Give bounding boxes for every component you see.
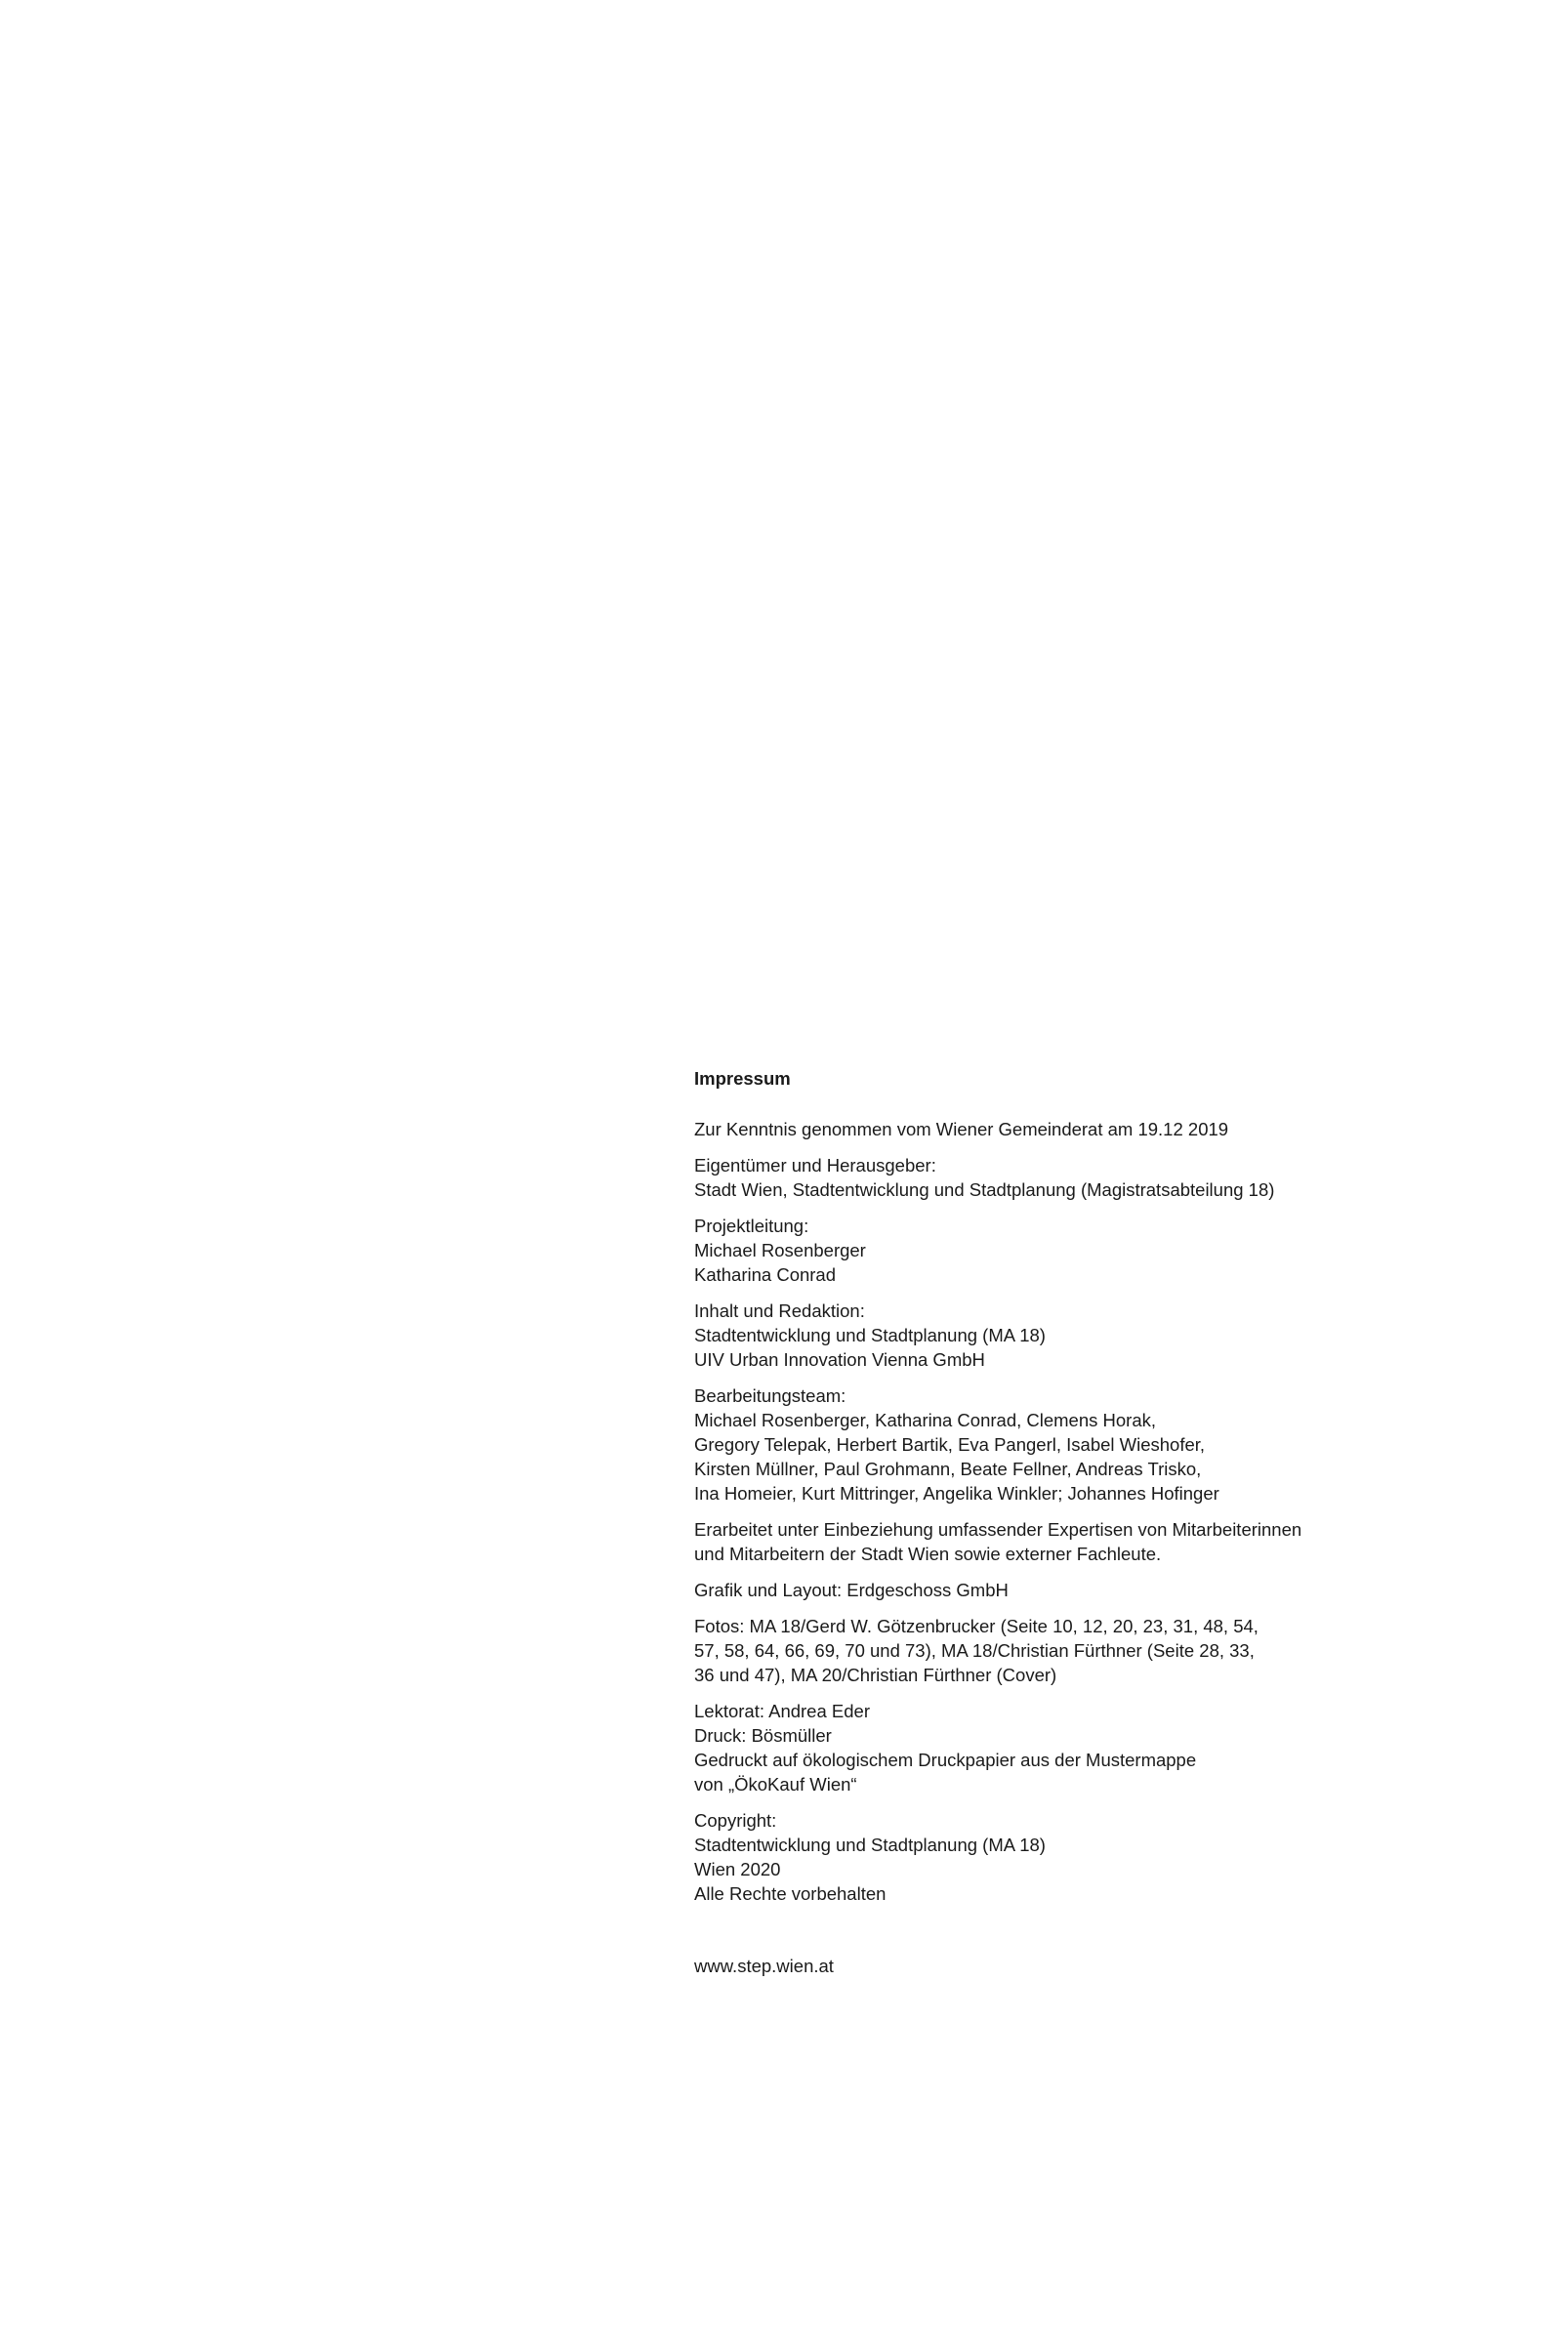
imprint-line: Stadtentwicklung und Stadtplanung (MA 18) <box>694 1835 1046 1855</box>
imprint-line: Eigentümer und Herausgeber: <box>694 1155 936 1176</box>
imprint-block-content-editing <box>694 1299 1329 1372</box>
imprint-line: Alle Rechte vorbehalten <box>694 1883 887 1904</box>
imprint-section <box>694 1066 1329 1978</box>
imprint-block-expertise <box>694 1517 1329 1566</box>
imprint-line: Gregory Telepak, Herbert Bartik, Eva Pangerl, Isabel Wieshofer, <box>694 1434 1206 1455</box>
imprint-line: 57, 58, 64, 66, 69, 70 und 73), MA 18/Christian Fürthner (Seite 28, 33, <box>694 1640 1255 1661</box>
imprint-line: Michael Rosenberger, Katharina Conrad, Clemens Horak, <box>694 1410 1157 1430</box>
imprint-line: Katharina Conrad <box>694 1264 837 1285</box>
imprint-block-project-lead <box>694 1214 1329 1287</box>
imprint-line: und Mitarbeitern der Stadt Wien sowie externer Fachleute. <box>694 1544 1162 1564</box>
imprint-line: 36 und 47), MA 20/Christian Fürthner (Cover) <box>694 1665 1057 1685</box>
imprint-line: Kirsten Müllner, Paul Grohmann, Beate Fellner, Andreas Trisko, <box>694 1459 1202 1479</box>
imprint-block-owner <box>694 1153 1329 1202</box>
imprint-line: Gedruckt auf ökologischem Druckpapier aus der Mustermappe <box>694 1750 1197 1770</box>
imprint-line: Bearbeitungsteam: <box>694 1385 846 1406</box>
imprint-line: Copyright: <box>694 1810 777 1831</box>
imprint-line: Erarbeitet unter Einbeziehung umfassender Expertisen von Mitarbeiterinnen <box>694 1519 1302 1540</box>
imprint-title: Impressum <box>694 1068 791 1089</box>
imprint-line: Projektleitung: <box>694 1216 809 1236</box>
imprint-line: Fotos: MA 18/Gerd W. Götzenbrucker (Seite 10, 12, 20, 23, 31, 48, 54, <box>694 1616 1259 1636</box>
imprint-line: Wien 2020 <box>694 1859 781 1879</box>
imprint-block-photos <box>694 1614 1329 1687</box>
imprint-line: UIV Urban Innovation Vienna GmbH <box>694 1349 985 1370</box>
imprint-line: Stadt Wien, Stadtentwicklung und Stadtplanung (Magistratsabteilung 18) <box>694 1179 1275 1200</box>
imprint-block-council <box>694 1117 1329 1141</box>
imprint-line: Inhalt und Redaktion: <box>694 1300 865 1321</box>
imprint-line: Zur Kenntnis genommen vom Wiener Gemeinderat am 19.12 2019 <box>694 1119 1229 1139</box>
imprint-block-print <box>694 1699 1329 1796</box>
imprint-line: Stadtentwicklung und Stadtplanung (MA 18) <box>694 1325 1046 1345</box>
imprint-block-copyright <box>694 1808 1329 1906</box>
imprint-line: Lektorat: Andrea Eder <box>694 1701 870 1721</box>
imprint-line: Ina Homeier, Kurt Mittringer, Angelika Winkler; Johannes Hofinger <box>694 1483 1219 1504</box>
imprint-block-layout <box>694 1578 1329 1602</box>
imprint-line: Druck: Bösmüller <box>694 1725 832 1746</box>
imprint-line: von „ÖkoKauf Wien“ <box>694 1774 857 1795</box>
website-link[interactable]: www.step.wien.at <box>694 1956 834 1976</box>
imprint-line: Grafik und Layout: Erdgeschoss GmbH <box>694 1580 1009 1600</box>
imprint-block-team <box>694 1383 1329 1506</box>
imprint-line: Michael Rosenberger <box>694 1240 866 1260</box>
